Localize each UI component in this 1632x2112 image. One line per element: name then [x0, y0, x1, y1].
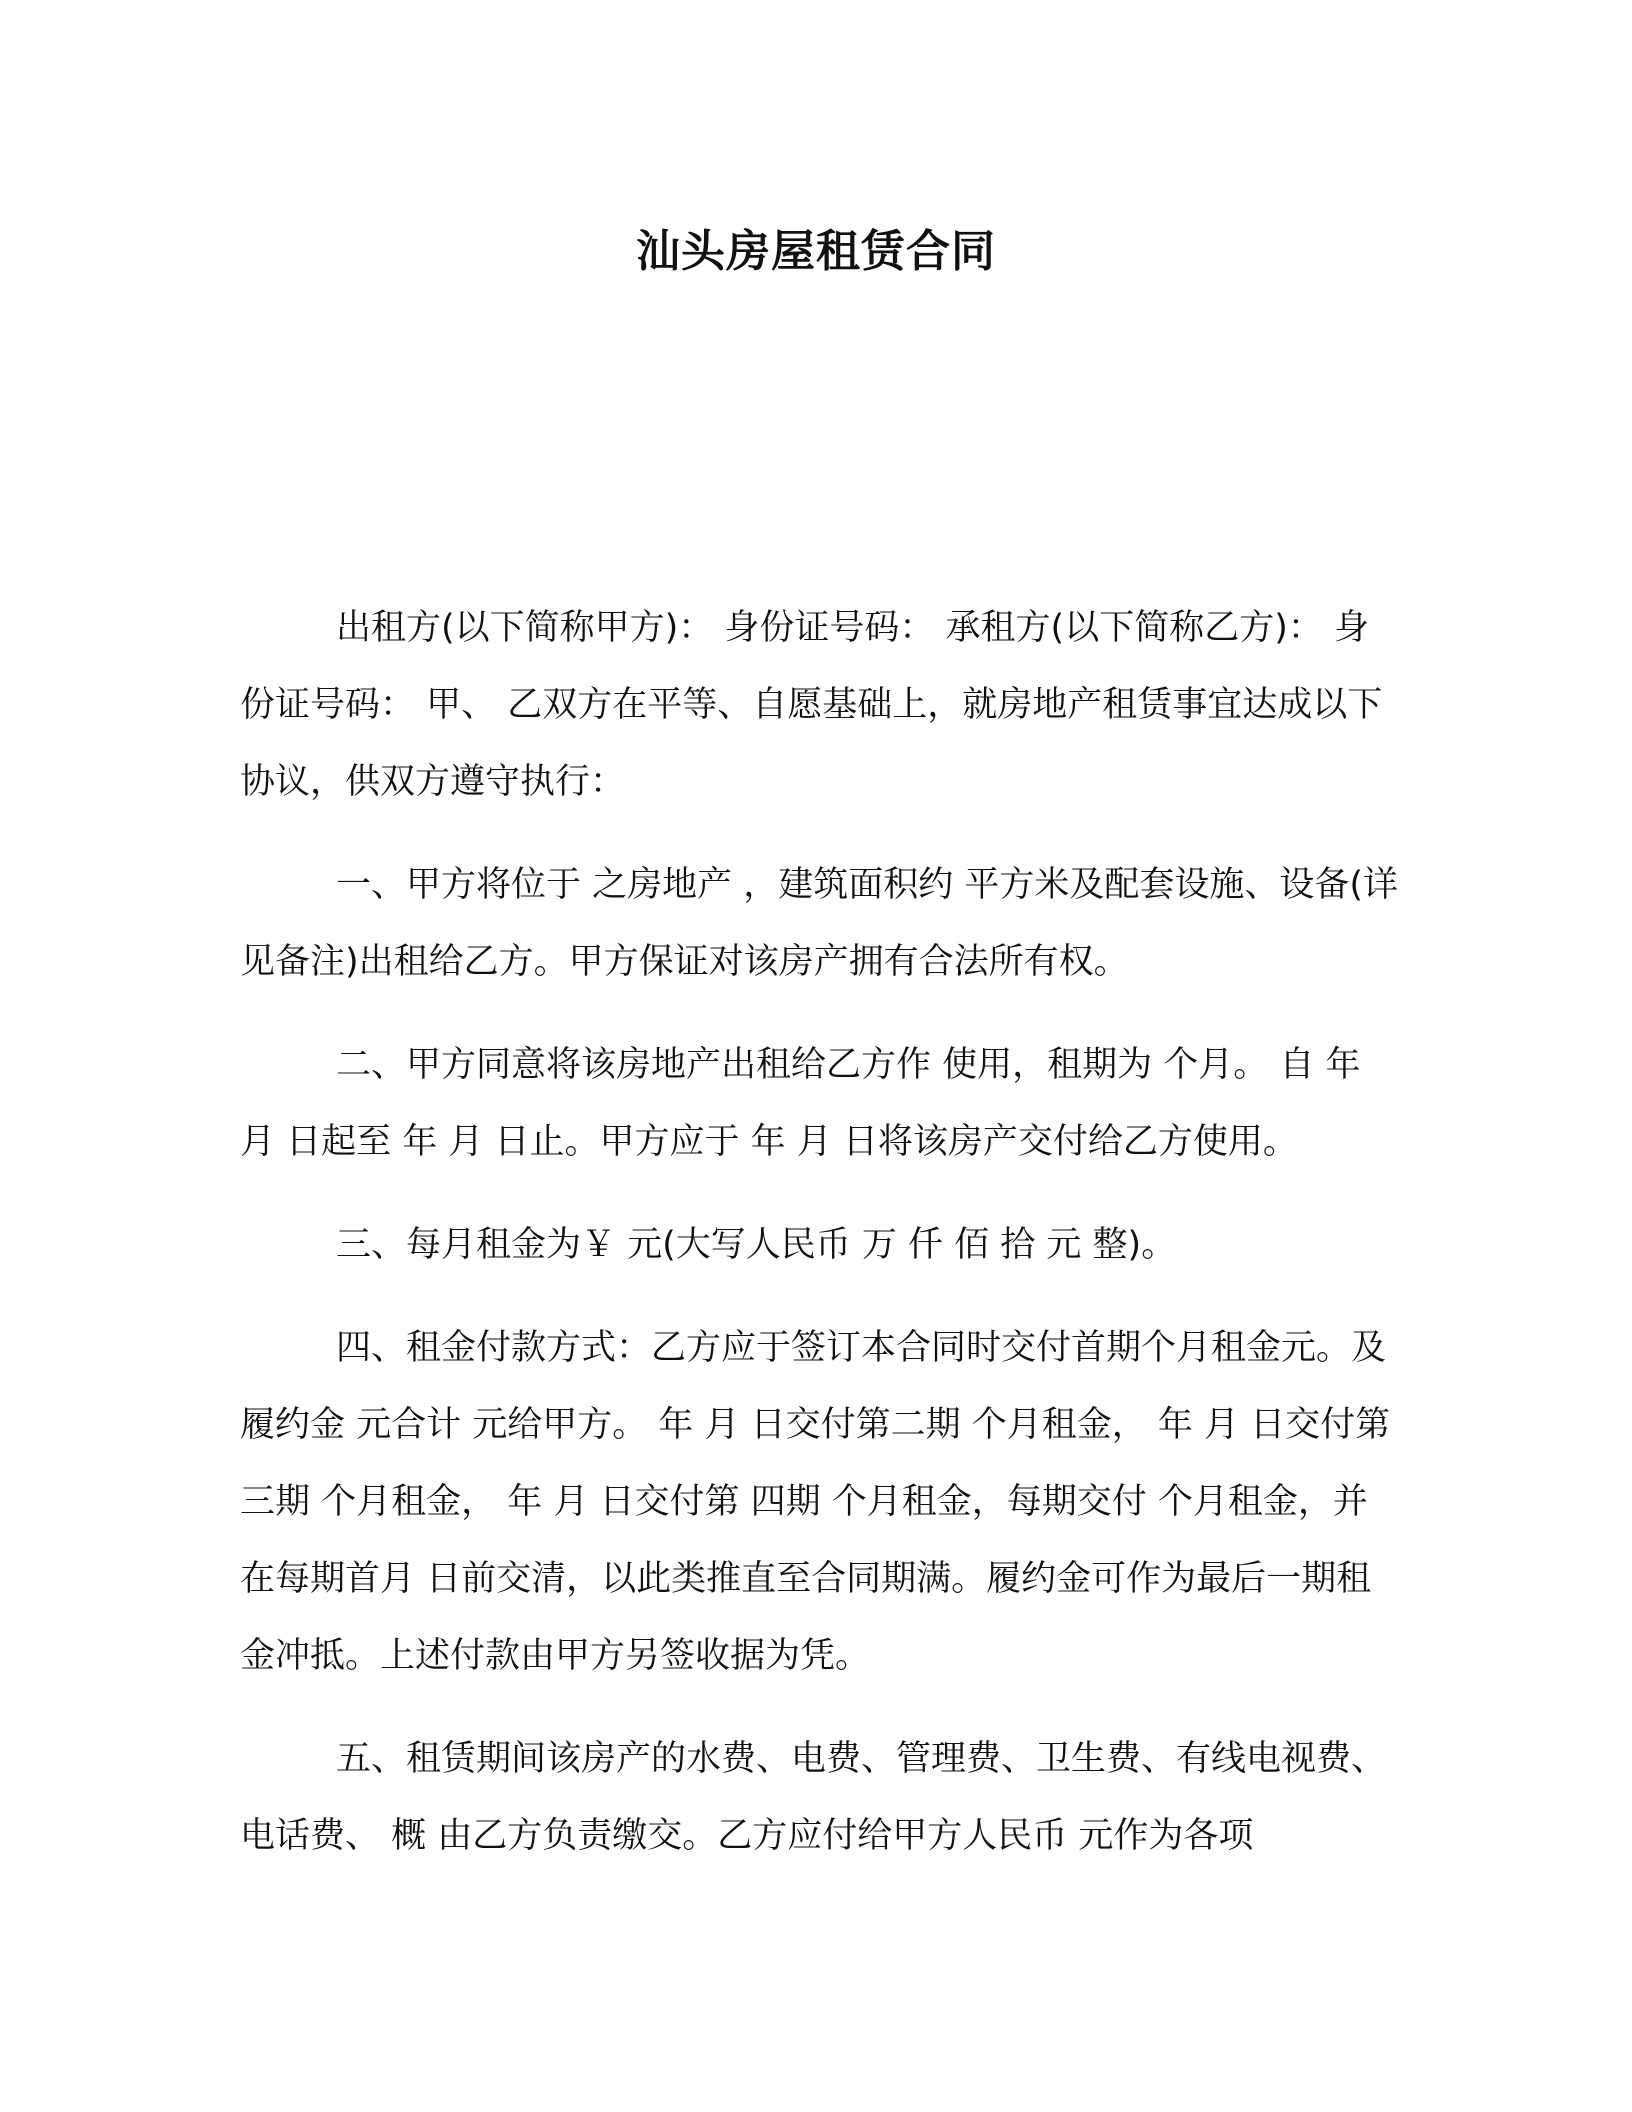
- document-title: 汕头房屋租赁合同: [636, 226, 996, 277]
- paragraph-clause-1: 一、甲方将位于 之房地产 ，建筑面积约 平方米及配套设施、设备(详见备注)出租给乙方。甲方保证对该房产拥有合法所有权。: [240, 865, 1399, 982]
- paragraph-clause-4: 四、租金付款方式：乙方应于签订本合同时交付首期个月租金元。及履约金 元合计 元给甲方。 年 月 日交付第二期 个月租金， 年 月 日交付第三期 个月租金， 年 月 日交付第 四期 个月租金，每期交付 个月租金，并在每期首月 日前交清，以此类推直至合同期满。履约金可作为最后一期租金冲抵。上述付款由甲方另签收据为凭。: [240, 1328, 1391, 1676]
- paragraph-parties: 出租方(以下简称甲方)： 身份证号码： 承租方(以下简称乙方)： 身份证号码： 甲、 乙双方在平等、自愿基础上，就房地产租赁事宜达成以下协议，供双方遵守执行：: [240, 608, 1383, 802]
- paragraph-clause-2: 二、甲方同意将该房地产出租给乙方作 使用，租期为 个月。 自 年 月 日起至 年 月 日止。甲方应于 年 月 日将该房产交付给乙方使用。: [240, 1045, 1361, 1162]
- paragraph-clause-5: 五、租赁期间该房产的水费、电费、管理费、卫生费、有线电视费、电话费、 概 由乙方负责缴交。乙方应付给甲方人民币 元作为各项: [240, 1739, 1387, 1856]
- document-body: [240, 590, 1400, 1901]
- paragraph-clause-3: 三、每月租金为￥ 元(大写人民币 万 仟 佰 拾 元 整)。: [336, 1225, 1177, 1265]
